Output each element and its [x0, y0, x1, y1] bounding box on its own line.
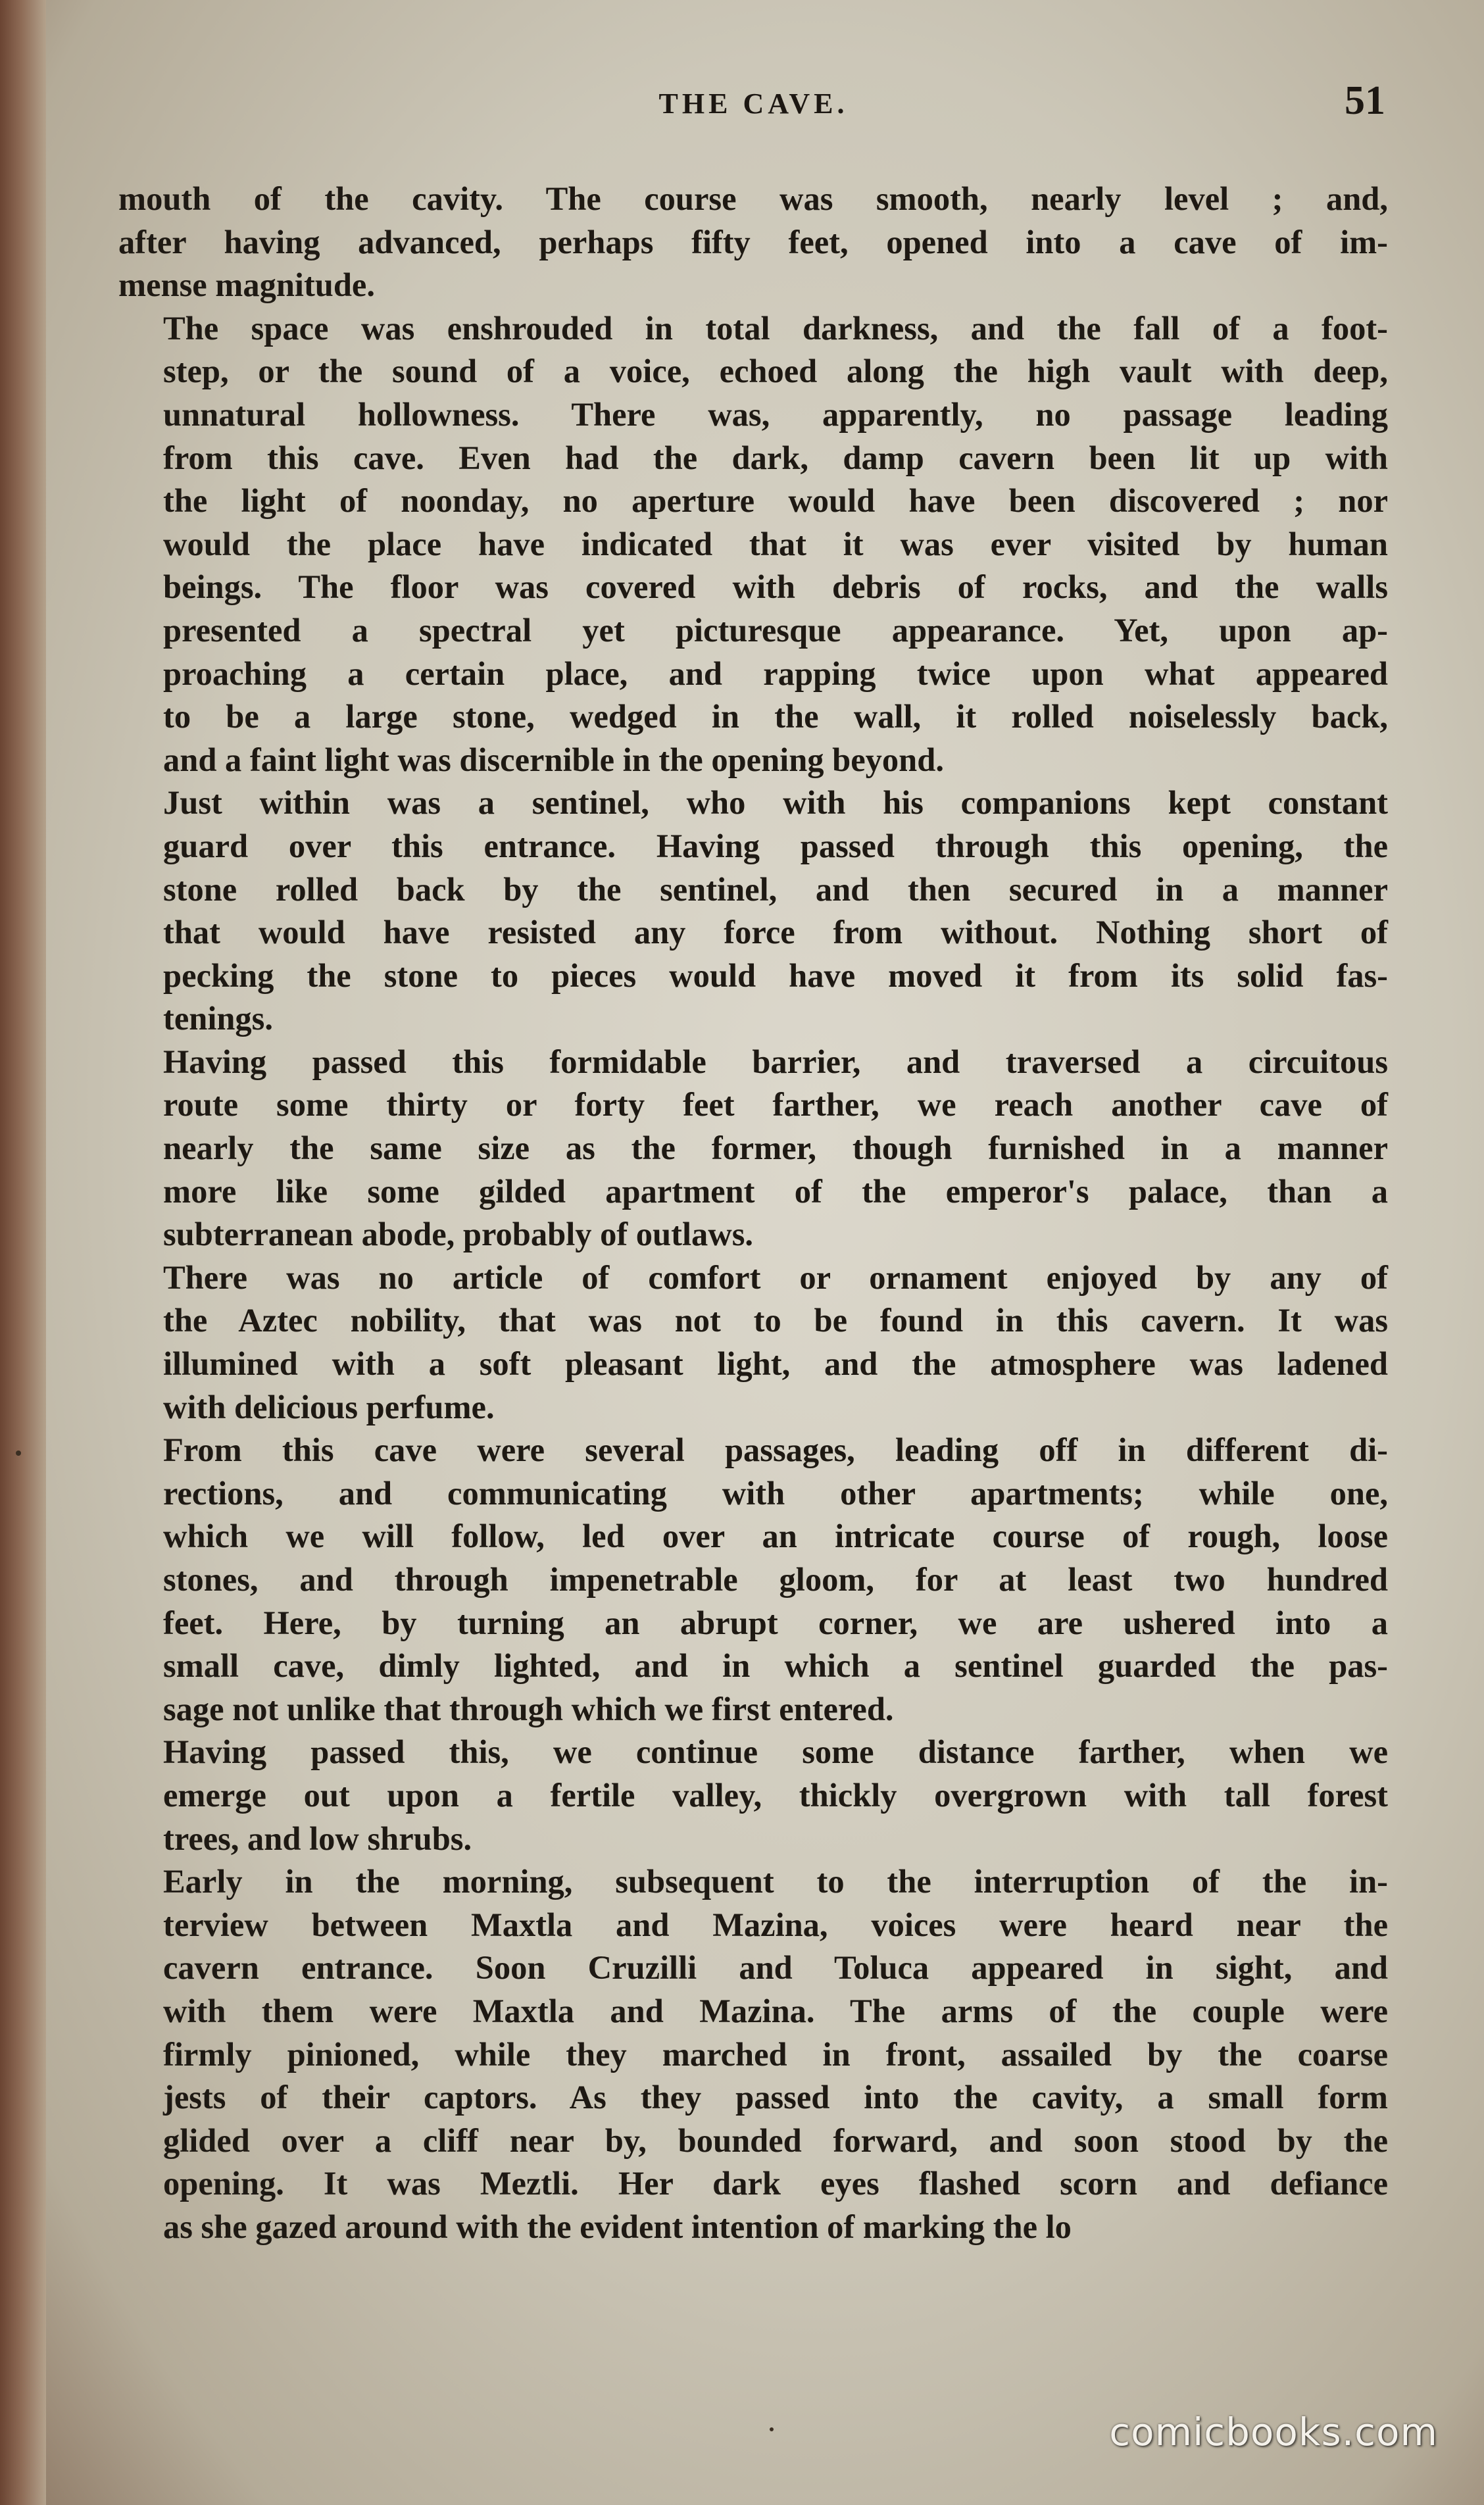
- text-line: illumined with a soft pleasant light, and the atmosphere was ladened: [163, 1345, 1388, 1383]
- text-line: more like some gilded apartment of the emperor's palace, than a: [163, 1172, 1388, 1210]
- text-line: mouth of the cavity. The course was smooth, nearly level ; and,: [118, 180, 1388, 217]
- text-line: rections, and communicating with other apartments; while one,: [163, 1474, 1388, 1512]
- text-line: terview between Maxtla and Mazina, voices were heard near the: [163, 1906, 1388, 1943]
- running-title: THE CAVE.: [658, 87, 849, 120]
- text-line: as she gazed around with the evident intention of marking the lo: [163, 2208, 1072, 2245]
- page-header: [122, 78, 1385, 137]
- paragraph: [118, 781, 1388, 1041]
- paper-speck: [770, 2427, 774, 2431]
- text-line: presented a spectral yet picturesque appearance. Yet, upon ap-: [163, 611, 1388, 649]
- text-line: nearly the same size as the former, though furnished in a manner: [163, 1129, 1388, 1167]
- text-line: to be a large stone, wedged in the wall, it rolled noiselessly back,: [163, 698, 1388, 735]
- text-line: stones, and through impenetrable gloom, for at least two hundred: [163, 1561, 1388, 1598]
- text-line: jests of their captors. As they passed into the cavity, a small form: [163, 2079, 1388, 2116]
- paper-speck: [16, 1451, 21, 1456]
- text-line: from this cave. Even had the dark, damp cavern been lit up with: [163, 439, 1388, 476]
- text-line: Having passed this formidable barrier, and traversed a circuitous: [163, 1043, 1388, 1080]
- text-line: which we will follow, led over an intricate course of rough, loose: [163, 1518, 1388, 1555]
- text-line: with delicious perfume.: [163, 1388, 495, 1426]
- text-line: small cave, dimly lighted, and in which a sentinel guarded the pas-: [163, 1647, 1388, 1685]
- text-line: trees, and low shrubs.: [163, 1820, 472, 1857]
- text-line: and a faint light was discernible in the opening beyond.: [163, 741, 944, 778]
- text-line: stone rolled back by the sentinel, and then secured in a manner: [163, 870, 1388, 908]
- text-line: cavern entrance. Soon Cruzilli and Toluca appeared in sight, and: [163, 1949, 1388, 1987]
- text-line: The space was enshrouded in total darkness, and the fall of a foot-: [163, 309, 1388, 347]
- text-line: would the place have indicated that it was ever visited by human: [163, 525, 1388, 562]
- text-line: unnatural hollowness. There was, apparently, no passage leading: [163, 395, 1388, 433]
- text-line: Early in the morning, subsequent to the interruption of the in-: [163, 1863, 1388, 1900]
- text-line: the Aztec nobility, that was not to be found in this cavern. It was: [163, 1302, 1388, 1339]
- text-line: guard over this entrance. Having passed through this opening, the: [163, 827, 1388, 864]
- text-line: the light of noonday, no aperture would have been discovered ; nor: [163, 482, 1388, 520]
- text-line: subterranean abode, probably of outlaws.: [163, 1216, 753, 1253]
- text-line: that would have resisted any force from without. Nothing short of: [163, 914, 1388, 951]
- watermark: comicbooks.com: [1109, 2410, 1438, 2454]
- text-line: with them were Maxtla and Mazina. The arms of the couple were: [163, 1992, 1388, 2029]
- paragraph: [118, 178, 1388, 307]
- text-line: opening. It was Meztli. Her dark eyes flashed scorn and defiance: [163, 2165, 1388, 2202]
- text-line: Just within was a sentinel, who with his companions kept constant: [163, 784, 1388, 822]
- text-line: Having passed this, we continue some distance farther, when we: [163, 1733, 1388, 1771]
- text-line: emerge out upon a fertile valley, thickly overgrown with tall forest: [163, 1776, 1388, 1814]
- text-line: glided over a cliff near by, bounded forward, and soon stood by the: [163, 2121, 1388, 2159]
- page-number: 51: [1345, 78, 1385, 123]
- text-line: pecking the stone to pieces would have moved it from its solid fas-: [163, 956, 1388, 994]
- text-line: route some thirty or forty feet farther, we reach another cave of: [163, 1086, 1388, 1124]
- book-spine-edge: [0, 0, 46, 2505]
- body-text: [118, 178, 1388, 2249]
- text-line: From this cave were several passages, leading off in different di-: [163, 1431, 1388, 1469]
- text-line: feet. Here, by turning an abrupt corner, we are ushered into a: [163, 1604, 1388, 1641]
- paragraph: [118, 1256, 1388, 1429]
- text-line: tenings.: [163, 1000, 273, 1037]
- paragraph: [118, 1860, 1388, 2248]
- text-line: beings. The floor was covered with debris of rocks, and the walls: [163, 568, 1388, 606]
- text-line: sage not unlike that through which we first entered.: [163, 1690, 894, 1727]
- paragraph: [118, 1041, 1388, 1256]
- text-line: firmly pinioned, while they marched in front, assailed by the coarse: [163, 2035, 1388, 2073]
- text-line: step, or the sound of a voice, echoed along the high vault with deep,: [163, 353, 1388, 390]
- paragraph: [118, 1731, 1388, 1860]
- text-line: There was no article of comfort or ornament enjoyed by any of: [163, 1258, 1388, 1296]
- paragraph: [118, 1429, 1388, 1731]
- text-line: proaching a certain place, and rapping twice upon what appeared: [163, 655, 1388, 692]
- text-line: after having advanced, perhaps fifty feet, opened into a cave of im-: [118, 223, 1388, 260]
- paragraph: [118, 307, 1388, 782]
- text-line: mense magnitude.: [118, 266, 375, 304]
